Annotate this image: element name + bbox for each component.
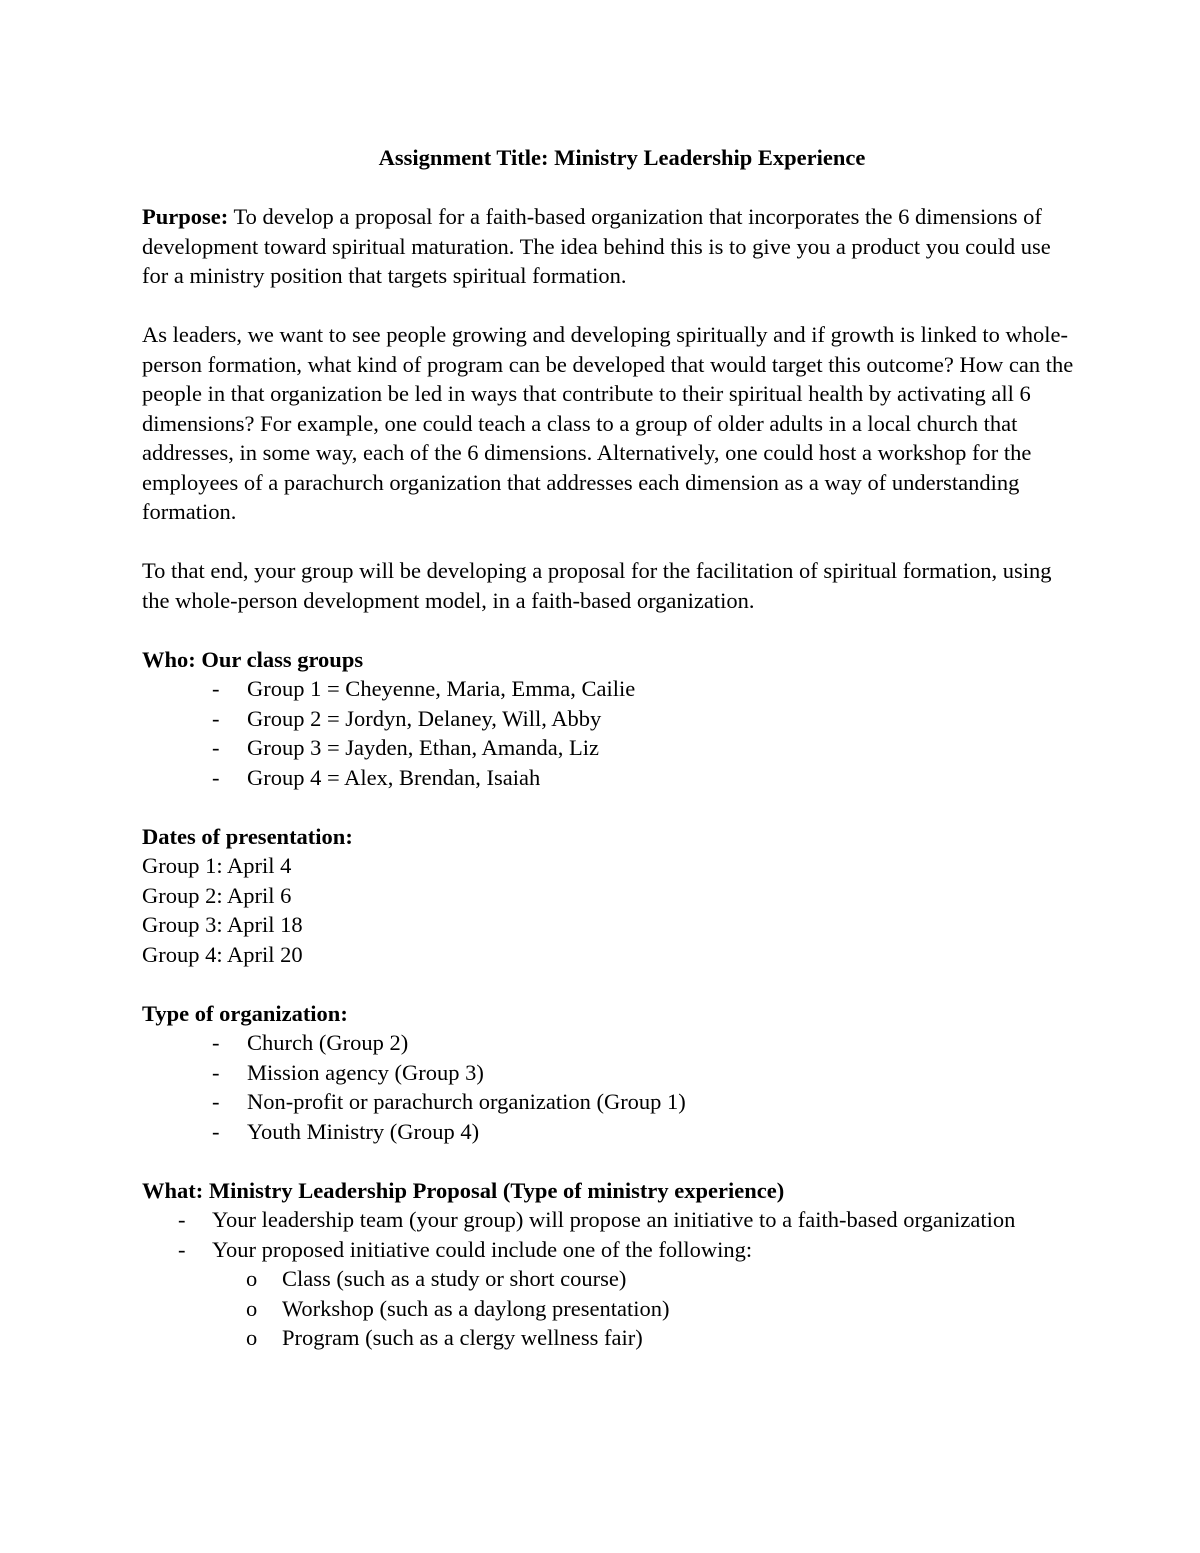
date-line: Group 1: April 4	[142, 853, 292, 878]
list-item	[142, 674, 1082, 704]
date-line: Group 2: April 6	[142, 882, 292, 908]
purpose-paragraph	[142, 202, 1082, 291]
date-line: Group 4: April 20	[142, 941, 303, 967]
what-heading: What: Ministry Leadership Proposal (Type of ministry experience)	[142, 1177, 785, 1203]
option-program: Program (such as a clergy wellness fair)	[282, 1325, 643, 1350]
who-heading: Who: Our class groups	[142, 646, 364, 672]
initiative-options-list	[142, 1264, 1082, 1353]
group-2-members: Group 2 = Jordyn, Delaney, Will, Abby	[247, 705, 602, 731]
option-class: Class (such as a study or short course)	[282, 1266, 627, 1291]
dash-bullet: -	[212, 705, 220, 731]
dates-heading: Dates of presentation:	[142, 823, 353, 849]
org-type-youth: Youth Ministry (Group 4)	[247, 1118, 480, 1144]
group-3-members: Group 3 = Jayden, Ethan, Amanda, Liz	[247, 735, 599, 760]
what-item-options: Your proposed initiative could include one of the following:	[212, 1236, 753, 1262]
list-item	[142, 1058, 1082, 1088]
option-workshop: Workshop (such as a daylong presentation)	[282, 1295, 670, 1321]
list-item	[142, 1205, 1082, 1235]
dash-bullet: -	[212, 676, 220, 701]
list-item	[142, 1294, 1082, 1324]
list-item	[142, 1117, 1082, 1147]
what-list	[142, 1205, 1082, 1264]
org-type-heading: Type of organization:	[142, 1000, 348, 1026]
circle-bullet: o	[246, 1266, 258, 1291]
list-item	[142, 733, 1082, 763]
org-type-nonprofit: Non-profit or parachurch organization (Group 1)	[247, 1089, 686, 1114]
assignment-title: Assignment Title: Ministry Leadership Experience	[378, 145, 866, 170]
document-page	[142, 143, 1082, 1353]
purpose-text: To develop a proposal for a faith-based organization that incorporates the 6 dimensions of development toward spiritual maturation. The idea behind this is to give you a product you could use for a ministry position that targets spiritual formation.	[142, 204, 1051, 288]
purpose-label: Purpose:	[142, 204, 229, 229]
circle-bullet: o	[246, 1295, 258, 1321]
org-type-list	[142, 1028, 1082, 1146]
list-item	[142, 1028, 1082, 1058]
dash-bullet: -	[212, 1059, 220, 1085]
list-item	[142, 763, 1082, 793]
circle-bullet: o	[246, 1325, 258, 1350]
list-item	[142, 1323, 1082, 1353]
list-item	[142, 704, 1082, 734]
list-item	[142, 1235, 1082, 1265]
what-section	[142, 1176, 1082, 1353]
list-item	[142, 1087, 1082, 1117]
org-type-church: Church (Group 2)	[247, 1030, 409, 1055]
group-4-members: Group 4 = Alex, Brendan, Isaiah	[247, 764, 541, 790]
what-item-initiative: Your leadership team (your group) will propose an initiative to a faith-based organization	[212, 1207, 1016, 1232]
dash-bullet: -	[178, 1207, 186, 1232]
date-line: Group 3: April 18	[142, 912, 303, 937]
to-that-end-paragraph: To that end, your group will be developing a proposal for the facilitation of spiritual formation, using the whole-person development model, in a faith-based organization.	[142, 558, 1052, 613]
dash-bullet: -	[212, 764, 220, 790]
org-type-mission: Mission agency (Group 3)	[247, 1059, 484, 1085]
org-type-section	[142, 999, 1082, 1147]
leaders-paragraph: As leaders, we want to see people growing and developing spiritually and if growth is linked to whole-person formation, what kind of program can be developed that would target this outcome? How can the people in that organization be led in ways that contribute to their spiritual health by activating all 6 dimensions? For example, one could teach a class to a group of older adults in a local church that addresses, in some way, each of the 6 dimensions. Alternatively, one could host a workshop for the employees of a parachurch organization that addresses each dimension as a way of understanding formation.	[142, 322, 1074, 524]
dash-bullet: -	[178, 1236, 186, 1262]
group-1-members: Group 1 = Cheyenne, Maria, Emma, Cailie	[247, 676, 636, 701]
dash-bullet: -	[212, 735, 220, 760]
dash-bullet: -	[212, 1089, 220, 1114]
groups-list	[142, 674, 1082, 792]
list-item	[142, 1264, 1082, 1294]
who-section	[142, 645, 1082, 793]
dates-section	[142, 822, 1082, 970]
dash-bullet: -	[212, 1030, 220, 1055]
dash-bullet: -	[212, 1118, 220, 1144]
